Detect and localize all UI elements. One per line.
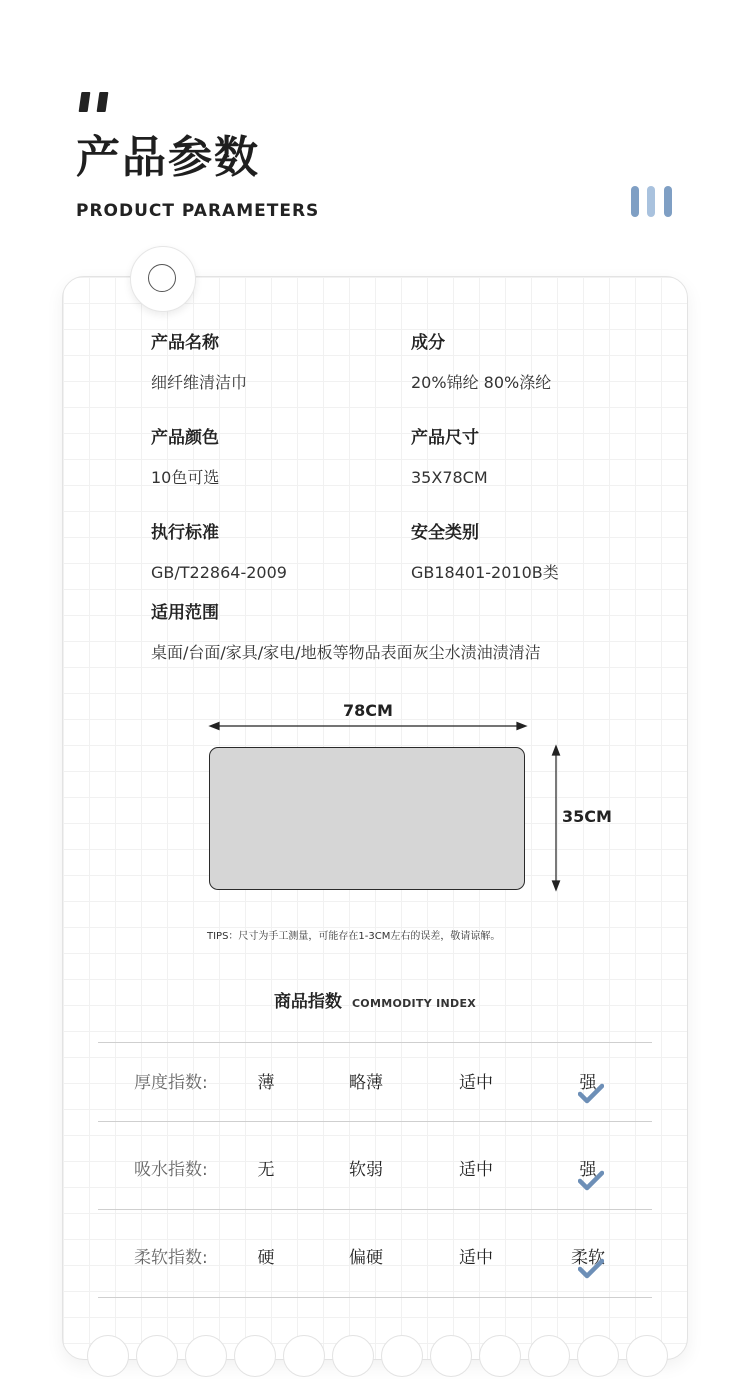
scallop-shape [185,1335,227,1377]
index-row [98,1063,652,1103]
scallop-shape [136,1335,178,1377]
height-dimension-label: 35CM [562,807,612,826]
divider [98,1209,652,1210]
index-title-en: COMMODITY INDEX [351,997,477,1010]
check-icon [578,1083,604,1105]
param-label: 产品颜色 [151,428,219,448]
index-option: 柔软 [571,1248,605,1268]
param-label: 适用范围 [151,603,219,623]
scallop-shape [430,1335,472,1377]
index-option: 软弱 [349,1160,383,1180]
check-icon [578,1258,604,1280]
index-option: 无 [257,1160,275,1180]
scallop-shape [283,1335,325,1377]
index-option: 适中 [459,1073,493,1093]
param-label: 产品尺寸 [411,428,479,448]
towel-size-diagram [209,747,525,890]
index-option: 硬 [257,1248,275,1268]
param-value: 细纤维清洁巾 [151,373,248,392]
decorative-bars-icon [631,186,673,218]
index-row [98,1150,652,1190]
tips-note: TIPS：尺寸为手工测量，可能存在1-3CM左右的误差，敬请谅解。 [207,931,501,942]
scallop-shape [87,1335,129,1377]
page-subtitle: PRODUCT PARAMETERS [76,201,320,221]
param-value: GB/T22864-2009 [151,563,287,582]
check-icon [578,1170,604,1192]
param-size [411,426,488,490]
width-dimension-label: 78CM [343,701,393,720]
param-value: 10色可选 [151,468,220,487]
index-row-label: 柔软指数: [134,1248,208,1268]
param-standard [151,521,287,585]
index-option: 略薄 [349,1073,383,1093]
index-row-label: 厚度指数: [134,1073,208,1093]
param-label: 安全类别 [411,523,479,543]
index-option: 薄 [257,1073,275,1093]
index-option: 适中 [459,1160,493,1180]
scallop-shape [528,1335,570,1377]
index-option: 偏硬 [349,1248,383,1268]
divider [98,1042,652,1043]
param-value: GB18401-2010B类 [411,563,559,582]
index-option: 强 [579,1073,597,1093]
quote-mark-icon [78,92,112,114]
param-safety [411,521,559,585]
page-title: 产品参数 [76,132,260,183]
index-row-label: 吸水指数: [134,1160,208,1180]
index-option: 适中 [459,1248,493,1268]
param-usage [151,601,541,665]
index-option: 强 [579,1160,597,1180]
divider [98,1121,652,1122]
hanger-ring-icon [148,264,176,292]
scallop-shape [479,1335,521,1377]
scalloped-edge [62,1335,688,1375]
param-label: 产品名称 [151,333,219,353]
param-color [151,426,219,490]
commodity-index-heading [0,990,750,1016]
param-value: 35X78CM [411,468,488,487]
scallop-shape [577,1335,619,1377]
divider [98,1297,652,1298]
scallop-shape [381,1335,423,1377]
param-name [151,331,247,395]
scallop-shape [626,1335,668,1377]
index-title-cn: 商品指数 [273,992,342,1012]
param-label: 执行标准 [151,523,219,543]
param-value: 桌面/台面/家具/家电/地板等物品表面灰尘水渍油渍清洁 [151,643,541,662]
index-row [98,1238,652,1278]
card-hanger-notch [130,246,196,312]
scallop-shape [332,1335,374,1377]
param-composition [411,331,551,395]
param-label: 成分 [411,333,445,353]
scallop-shape [234,1335,276,1377]
param-value: 20%锦纶 80%涤纶 [411,373,552,392]
